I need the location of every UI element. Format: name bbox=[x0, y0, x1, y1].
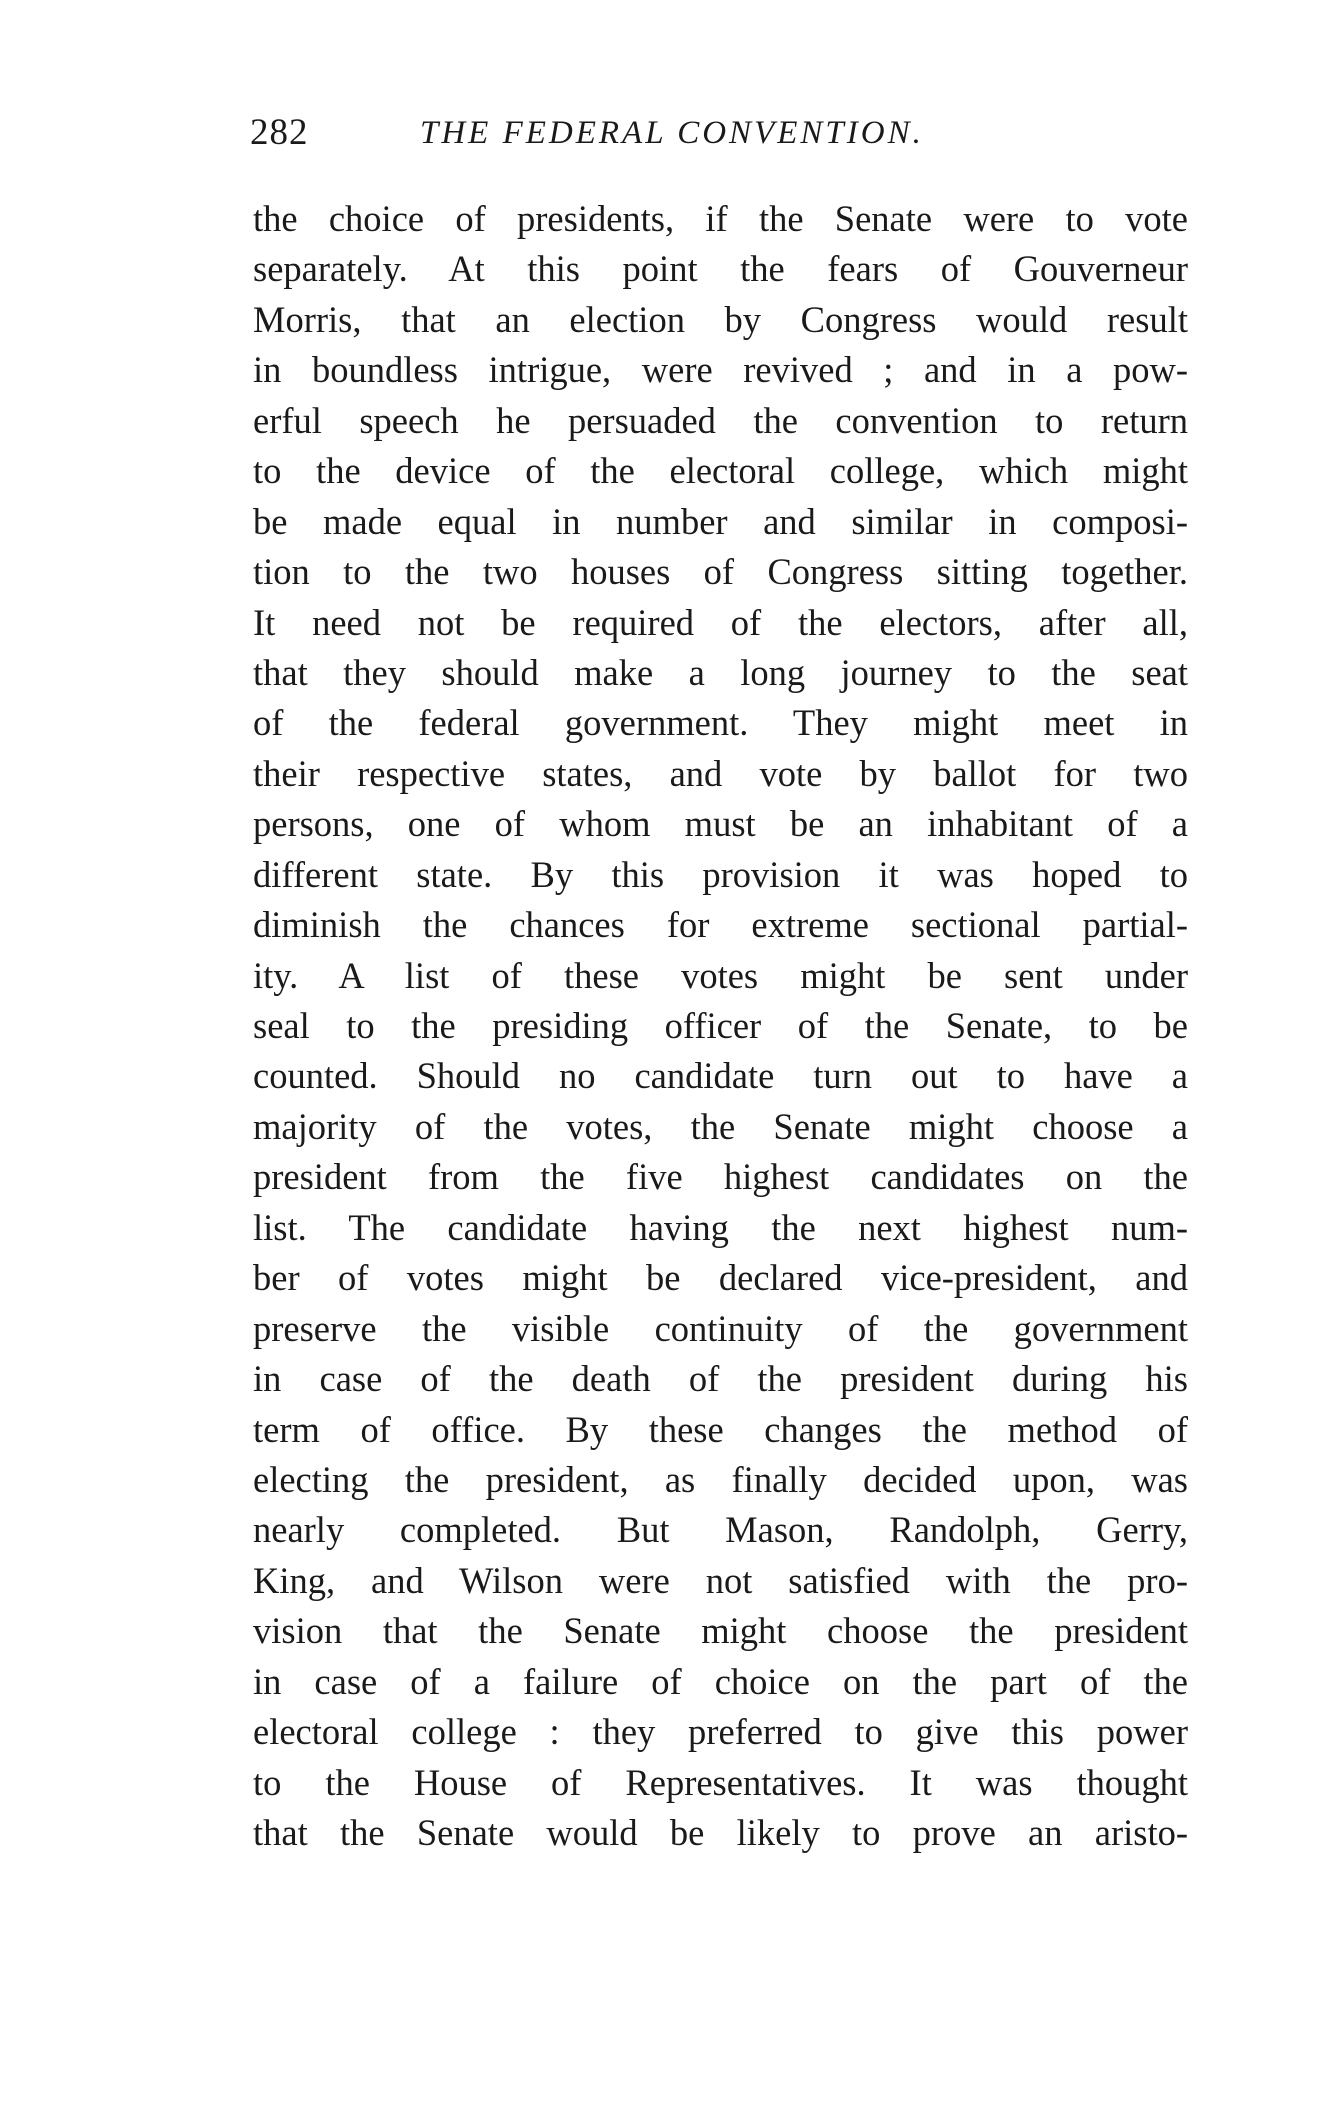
page-number: 282 bbox=[250, 112, 309, 153]
text-line: list. The candidate having the next highest num- bbox=[253, 1206, 1188, 1248]
text-line: nearly completed. But Mason, Randolph, Gerry, bbox=[253, 1509, 1188, 1551]
text-line: persons, one of whom must be an inhabitant of a bbox=[253, 803, 1188, 845]
text-line: ity. A list of these votes might be sent under bbox=[253, 954, 1188, 996]
text-line: counted. Should no candidate turn out to have a bbox=[253, 1055, 1188, 1097]
text-line: be made equal in number and similar in composi- bbox=[253, 500, 1188, 542]
text-line: to the device of the electoral college, which might bbox=[253, 450, 1188, 492]
text-line: vision that the Senate might choose the president bbox=[253, 1610, 1188, 1652]
text-line: diminish the chances for extreme sectional partial- bbox=[253, 904, 1188, 946]
text-line: that the Senate would be likely to prove an aristo- bbox=[253, 1812, 1188, 1853]
text-line: electoral college : they preferred to give this power bbox=[253, 1711, 1188, 1753]
text-line: term of office. By these changes the method of bbox=[253, 1408, 1188, 1450]
text-line: in case of a failure of choice on the part of the bbox=[253, 1660, 1188, 1702]
text-line: president from the five highest candidates on the bbox=[253, 1156, 1188, 1198]
text-line: majority of the votes, the Senate might choose a bbox=[253, 1105, 1188, 1147]
text-line: in case of the death of the president during his bbox=[253, 1358, 1188, 1400]
text-line: the choice of presidents, if the Senate were to vote bbox=[253, 198, 1188, 239]
text-line: preserve the visible continuity of the government bbox=[253, 1307, 1188, 1349]
text-line: separately. At this point the fears of Gouverneur bbox=[253, 248, 1188, 290]
text-line: of the federal government. They might meet in bbox=[253, 702, 1188, 744]
text-line: It need not be required of the electors, after all, bbox=[253, 601, 1188, 643]
text-line: different state. By this provision it was hoped to bbox=[253, 853, 1188, 895]
page-header bbox=[250, 108, 1190, 158]
text-line: in boundless intrigue, were revived ; and in a pow- bbox=[253, 349, 1188, 391]
body-text bbox=[253, 194, 1188, 1858]
text-line: to the House of Representatives. It was thought bbox=[253, 1761, 1188, 1803]
text-line: electing the president, as finally decided upon, was bbox=[253, 1458, 1188, 1500]
text-line: King, and Wilson were not satisfied with the pro- bbox=[253, 1559, 1188, 1601]
text-line: seal to the presiding officer of the Senate, to be bbox=[253, 1005, 1188, 1046]
text-line: that they should make a long journey to the seat bbox=[253, 651, 1188, 693]
running-head: THE FEDERAL CONVENTION. bbox=[420, 115, 924, 151]
text-line: erful speech he persuaded the convention to return bbox=[253, 399, 1188, 441]
text-line: ber of votes might be declared vice-president, and bbox=[253, 1257, 1188, 1299]
text-line: tion to the two houses of Congress sitting together. bbox=[253, 551, 1188, 593]
text-line: their respective states, and vote by ballot for two bbox=[253, 752, 1188, 794]
text-line: Morris, that an election by Congress would result bbox=[253, 298, 1188, 340]
